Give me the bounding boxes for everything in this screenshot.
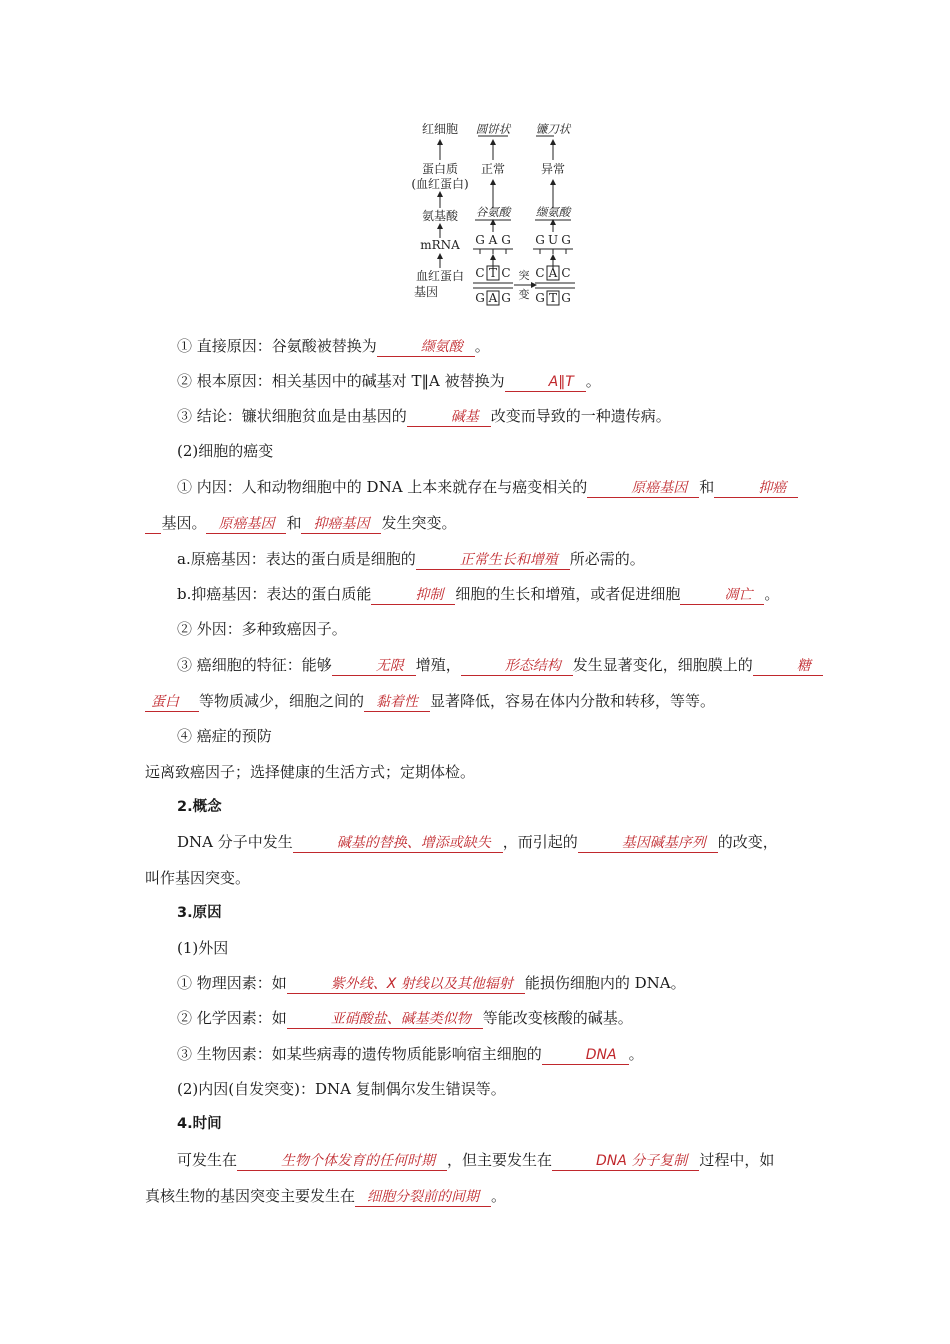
answer-blank-tail bbox=[145, 515, 161, 534]
answer-blank: 正常生长和增殖 bbox=[416, 551, 570, 570]
line-cancer-features: ③ 癌细胞的特征：能够 无限 增殖， 形态结构 发生显著变化，细胞膜上的 糖 bbox=[145, 655, 815, 676]
mrna-3-b3: G bbox=[561, 233, 571, 247]
answer-blank: 缬氨酸 bbox=[377, 338, 475, 357]
dna-3-top-b2: A bbox=[548, 266, 558, 280]
line-prevention: 远离致癌因子；选择健康的生活方式；定期体检。 bbox=[145, 763, 476, 781]
answer-blank: 蛋白 bbox=[145, 693, 199, 712]
label-amino-acid: 氨基酸 bbox=[421, 209, 459, 223]
answer-blank: 抑癌基因 bbox=[301, 515, 381, 534]
answer-blank: 细胞分裂前的间期 bbox=[355, 1188, 491, 1207]
label-round: 圆饼状 bbox=[475, 122, 511, 136]
line-conclusion: ③ 结论：镰状细胞贫血是由基因的 碱基 改变而导致的一种遗传病。 bbox=[177, 407, 671, 425]
label-hb-gene-1: 血红蛋白 bbox=[415, 269, 465, 283]
dna-2-top-b1: C bbox=[475, 266, 485, 280]
mrna-2-b3: G bbox=[501, 233, 511, 247]
answer-blank: 原癌基因 bbox=[206, 515, 286, 534]
answer-blank: 亚硝酸盐、碱基类似物 bbox=[287, 1010, 483, 1029]
mrna-3-b2: U bbox=[547, 233, 559, 247]
heading-external: (1)外因 bbox=[177, 939, 229, 957]
answer-blank: 糖 bbox=[753, 657, 823, 676]
label-abnormal: 异常 bbox=[540, 162, 566, 176]
answer-blank: A‖T bbox=[505, 373, 586, 392]
line-concept: DNA 分子中发生 碱基的替换、增添或缺失 ，而引起的 基因碱基序列 的改变， bbox=[177, 833, 778, 851]
line-internal-cause: ① 内因：人和动物细胞中的 DNA 上本来就存在与癌变相关的 原癌基因 和 抑癌 bbox=[145, 477, 815, 498]
answer-blank: 基因碱基序列 bbox=[578, 834, 718, 853]
answer-blank: 黏着性 bbox=[364, 693, 430, 712]
line-time-cont: 真核生物的基因突变主要发生在 细胞分裂前的间期 。 bbox=[145, 1187, 507, 1205]
dna-2-bot-b3: G bbox=[501, 291, 511, 305]
dna-3-top-b3: C bbox=[561, 266, 571, 280]
label-sickle: 镰刀状 bbox=[535, 122, 571, 136]
label-hb-gene-2: 基因 bbox=[413, 285, 439, 299]
dna-3-bot-b1: G bbox=[535, 291, 545, 305]
answer-blank: 凋亡 bbox=[680, 586, 764, 605]
label-hemoglobin: (血红蛋白) bbox=[411, 177, 469, 191]
dna-3-bot-b2: T bbox=[548, 291, 558, 305]
label-protein: 蛋白质 bbox=[421, 162, 459, 176]
line-direct-cause: ① 直接原因：谷氨酸被替换为 缬氨酸 。 bbox=[177, 337, 490, 355]
label-mrna: mRNA bbox=[420, 238, 460, 252]
line-tumor-suppressor: b.抑癌基因：表达的蛋白质能 抑制 细胞的生长和增殖，或者促进细胞 凋亡 。 bbox=[177, 585, 780, 603]
line-external-cause: ② 外因：多种致癌因子。 bbox=[177, 620, 347, 638]
dna-3-top-b1: C bbox=[535, 266, 545, 280]
line-biological: ③ 生物因素：如某些病毒的遗传物质能影响宿主细胞的 DNA 。 bbox=[177, 1045, 644, 1063]
answer-blank: 抑癌 bbox=[714, 479, 798, 498]
label-glutamate: 谷氨酸 bbox=[475, 205, 511, 219]
line-concept-cont: 叫作基因突变。 bbox=[145, 869, 251, 887]
heading-time: 4.时间 bbox=[177, 1116, 222, 1132]
answer-blank: DNA bbox=[542, 1046, 629, 1065]
line-time: 可发生在 生物个体发育的任何时期 ，但主要发生在 DNA 分子复制 过程中，如 bbox=[177, 1151, 775, 1169]
answer-blank: 碱基 bbox=[407, 408, 491, 427]
dna-2-top-b3: C bbox=[501, 266, 511, 280]
heading-concept: 2.概念 bbox=[177, 799, 222, 815]
answer-blank: 形态结构 bbox=[461, 657, 573, 676]
heading-cancer: (2)细胞的癌变 bbox=[177, 442, 274, 460]
line-proto-oncogene: a.原癌基因：表达的蛋白质是细胞的 正常生长和增殖 所必需的。 bbox=[177, 550, 645, 568]
line-internal-cause-cont: 基因。 原癌基因 和 抑癌基因 发生突变。 bbox=[145, 513, 815, 534]
diagram-svg bbox=[400, 116, 590, 312]
mrna-2-b2: A bbox=[488, 233, 498, 247]
answer-blank: 碱基的替换、增添或缺失 bbox=[293, 834, 503, 853]
mutation-label-2: 变 bbox=[518, 288, 530, 301]
line-chemical: ② 化学因素：如 亚硝酸盐、碱基类似物 等能改变核酸的碱基。 bbox=[177, 1009, 633, 1027]
dna-2-top-b2: T bbox=[488, 266, 498, 280]
answer-blank: 紫外线、X 射线以及其他辐射 bbox=[287, 975, 525, 994]
answer-blank: DNA 分子复制 bbox=[552, 1152, 699, 1171]
answer-blank: 抑制 bbox=[371, 586, 455, 605]
mrna-2-b1: G bbox=[475, 233, 485, 247]
sickle-cell-diagram bbox=[400, 116, 590, 312]
answer-blank: 生物个体发育的任何时期 bbox=[237, 1152, 447, 1171]
dna-3-bot-b3: G bbox=[561, 291, 571, 305]
line-internal: (2)内因(自发突变)：DNA 复制偶尔发生错误等。 bbox=[177, 1080, 506, 1098]
label-valine: 缬氨酸 bbox=[535, 205, 571, 219]
dna-2-bot-b2: A bbox=[488, 291, 498, 305]
dna-2-bot-b1: G bbox=[475, 291, 485, 305]
label-red-cell: 红细胞 bbox=[421, 122, 459, 136]
answer-blank: 原癌基因 bbox=[587, 479, 699, 498]
answer-blank: 无限 bbox=[332, 657, 416, 676]
mrna-3-b1: G bbox=[535, 233, 545, 247]
heading-prevention: ④ 癌症的预防 bbox=[177, 727, 272, 745]
label-normal: 正常 bbox=[480, 162, 506, 176]
line-root-cause: ② 根本原因：相关基因中的碱基对 T‖A 被替换为 A‖T 。 bbox=[177, 372, 601, 390]
heading-causes: 3.原因 bbox=[177, 905, 222, 921]
line-physical: ① 物理因素：如 紫外线、X 射线以及其他辐射 能损伤细胞内的 DNA。 bbox=[177, 974, 686, 992]
mutation-label-1: 突 bbox=[518, 269, 530, 282]
line-cancer-features-cont: 蛋白 等物质减少，细胞之间的 黏着性 显著降低，容易在体内分散和转移，等等。 bbox=[145, 691, 815, 712]
